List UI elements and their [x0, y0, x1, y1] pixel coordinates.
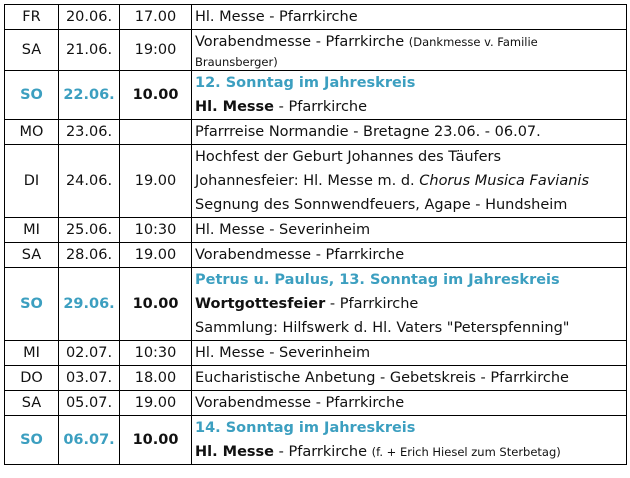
- time-cell: 10.00: [120, 268, 192, 341]
- schedule-table: [4, 4, 627, 465]
- description-cell: Pfarrreise Normandie - Bretagne 23.06. - 06.07.: [192, 120, 627, 145]
- day-cell: MI: [5, 218, 59, 243]
- time-cell: 19:00: [120, 30, 192, 71]
- date-cell: 03.07.: [59, 366, 120, 391]
- day-cell: SO: [5, 71, 59, 120]
- service-location: - Pfarrkirche: [325, 296, 419, 312]
- day-cell: SA: [5, 30, 59, 71]
- table-row-sunday: [5, 71, 627, 120]
- description-cell: [192, 71, 627, 120]
- table-row: [5, 30, 627, 71]
- date-cell: 29.06.: [59, 268, 120, 341]
- table-row: [5, 341, 627, 366]
- day-cell: FR: [5, 5, 59, 30]
- day-cell: SA: [5, 243, 59, 268]
- description-cell: [192, 268, 627, 341]
- blessing-text: Segnung des Sonnwendfeuers, Agape - Hundsheim: [195, 197, 568, 213]
- time-cell: 19.00: [120, 243, 192, 268]
- table-row: [5, 120, 627, 145]
- day-cell: SA: [5, 391, 59, 416]
- table-row: [5, 391, 627, 416]
- date-cell: 06.07.: [59, 416, 120, 465]
- choir-name: Chorus Musica Favianis: [419, 173, 589, 189]
- description-cell: [192, 30, 627, 71]
- service-type: Hl. Messe: [195, 444, 275, 460]
- sunday-title: 14. Sonntag im Jahreskreis: [195, 420, 416, 436]
- feast-title: Hochfest der Geburt Johannes des Täufers: [195, 149, 502, 165]
- service-type: Hl. Messe: [195, 99, 275, 115]
- day-cell: DO: [5, 366, 59, 391]
- date-cell: 21.06.: [59, 30, 120, 71]
- description-note-continued: Braunsberger): [195, 55, 278, 69]
- time-cell: 18.00: [120, 366, 192, 391]
- date-cell: 28.06.: [59, 243, 120, 268]
- sunday-title: Petrus u. Paulus, 13. Sonntag im Jahreskreis: [195, 272, 560, 288]
- day-cell: DI: [5, 145, 59, 218]
- description-cell: [192, 145, 627, 218]
- date-cell: 05.07.: [59, 391, 120, 416]
- date-cell: 22.06.: [59, 71, 120, 120]
- table-row: [5, 145, 627, 218]
- description-cell: Hl. Messe - Severinheim: [192, 341, 627, 366]
- collection-text: Sammlung: Hilfswerk d. Hl. Vaters "Peterspfenning": [195, 320, 570, 336]
- time-cell: 10:30: [120, 218, 192, 243]
- table-row: [5, 243, 627, 268]
- description-cell: Vorabendmesse - Pfarrkirche: [192, 391, 627, 416]
- description-cell: Eucharistische Anbetung - Gebetskreis - Pfarrkirche: [192, 366, 627, 391]
- time-cell: 10.00: [120, 416, 192, 465]
- service-location: - Pfarrkirche: [274, 444, 372, 460]
- date-cell: 25.06.: [59, 218, 120, 243]
- time-cell: 19.00: [120, 145, 192, 218]
- table-row: [5, 5, 627, 30]
- day-cell: SO: [5, 268, 59, 341]
- table-row: [5, 366, 627, 391]
- date-cell: 20.06.: [59, 5, 120, 30]
- service-text: Johannesfeier: Hl. Messe m. d.: [195, 173, 420, 189]
- description-cell: Vorabendmesse - Pfarrkirche: [192, 243, 627, 268]
- day-cell: SO: [5, 416, 59, 465]
- description-note: (f. + Erich Hiesel zum Sterbetag): [371, 445, 561, 459]
- description-note: (Dankmesse v. Familie: [408, 35, 538, 49]
- time-cell: 10.00: [120, 71, 192, 120]
- time-cell: 17.00: [120, 5, 192, 30]
- table-row: [5, 218, 627, 243]
- time-cell: 10:30: [120, 341, 192, 366]
- service-location: - Pfarrkirche: [274, 99, 368, 115]
- time-cell: 19.00: [120, 391, 192, 416]
- table-row-sunday: [5, 268, 627, 341]
- date-cell: 24.06.: [59, 145, 120, 218]
- description-cell: [192, 416, 627, 465]
- table-row-sunday: [5, 416, 627, 465]
- description-cell: Hl. Messe - Pfarrkirche: [192, 5, 627, 30]
- description-cell: Hl. Messe - Severinheim: [192, 218, 627, 243]
- day-cell: MO: [5, 120, 59, 145]
- sunday-title: 12. Sonntag im Jahreskreis: [195, 75, 416, 91]
- service-type: Wortgottesfeier: [195, 296, 326, 312]
- date-cell: 02.07.: [59, 341, 120, 366]
- description-text: Vorabendmesse - Pfarrkirche: [195, 34, 409, 50]
- date-cell: 23.06.: [59, 120, 120, 145]
- day-cell: MI: [5, 341, 59, 366]
- time-cell: [120, 120, 192, 145]
